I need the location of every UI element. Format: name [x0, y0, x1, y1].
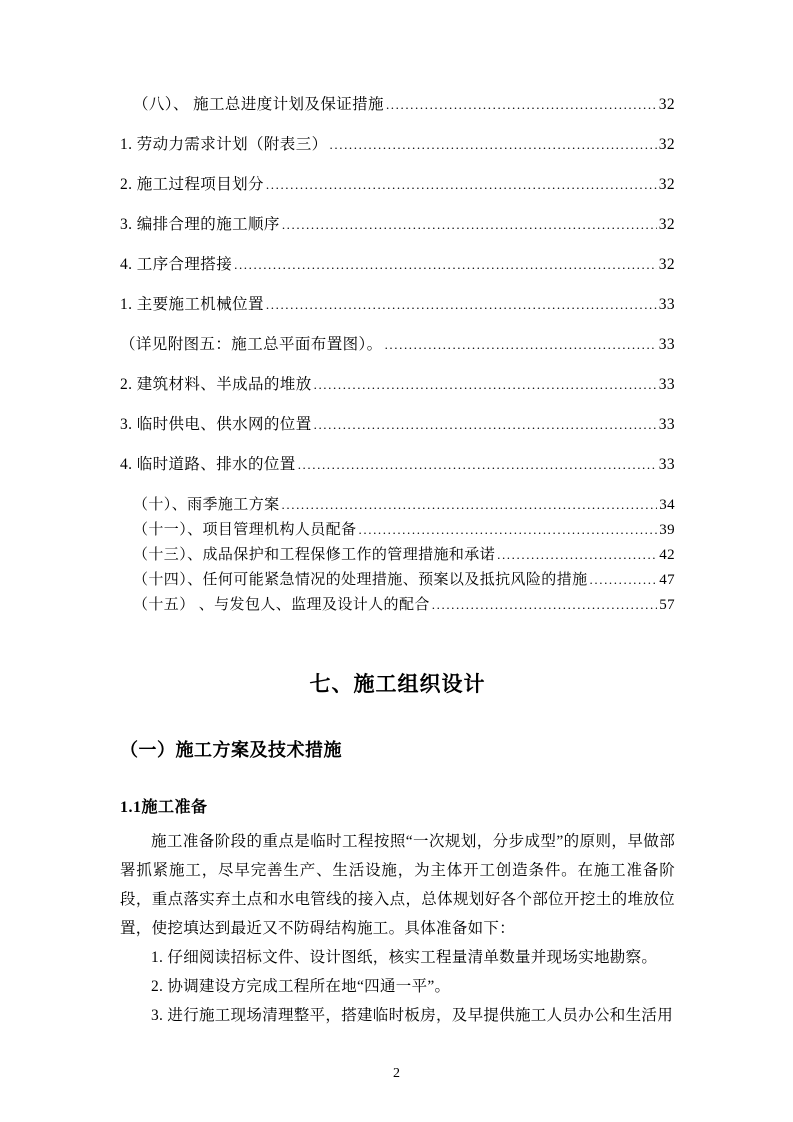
- toc-leader-dots: [234, 254, 657, 275]
- toc-entry: [120, 294, 675, 315]
- toc-leader-dots: [359, 519, 658, 541]
- toc-entry-label: 1. 劳动力需求计划（附表三）: [120, 136, 328, 153]
- toc-leader-dots: [497, 544, 657, 566]
- toc-page-number: 42: [659, 547, 675, 563]
- toc-page-number: 33: [658, 416, 675, 433]
- toc-page-number: 33: [658, 296, 675, 313]
- toc-entry-label: （详见附图五：施工总平面布置图）。: [120, 336, 383, 353]
- toc-entry-label: 2. 施工过程项目划分: [120, 176, 264, 193]
- toc-leader-dots: [590, 569, 658, 591]
- section-heading: （一）施工方案及技术措施: [120, 740, 342, 760]
- table-of-contents: [120, 94, 675, 616]
- toc-entry: [120, 594, 675, 616]
- toc-entry: [120, 134, 675, 155]
- toc-entry: [120, 174, 675, 195]
- toc-entry: [120, 569, 675, 591]
- toc-entry: [120, 374, 675, 395]
- toc-entry: [120, 254, 675, 275]
- page-number: 2: [393, 1066, 400, 1081]
- paragraph: 2. 协调建设方完成工程所在地“四通一平”。: [151, 978, 451, 995]
- toc-entry: [120, 94, 675, 115]
- toc-entry: [120, 334, 675, 355]
- toc-page-number: 32: [658, 96, 675, 113]
- toc-page-number: 32: [658, 136, 675, 153]
- toc-page-number: 39: [659, 522, 675, 538]
- toc-entry: [120, 544, 675, 566]
- chapter-heading: 七、施工组织设计: [309, 673, 486, 696]
- toc-leader-dots: [386, 94, 657, 115]
- toc-leader-dots: [282, 214, 657, 235]
- body-text: [120, 827, 675, 1030]
- toc-leader-dots: [432, 594, 657, 616]
- toc-leader-dots: [266, 294, 657, 315]
- toc-page-number: 32: [658, 176, 675, 193]
- paragraph: 1. 仔细阅读招标文件、设计图纸，核实工程量清单数量并现场实地勘察。: [151, 949, 658, 966]
- toc-entry-label: （十四）、任何可能紧急情况的处理措施、预案以及抵抗风险的措施: [133, 572, 588, 588]
- toc-page-number: 34: [659, 497, 675, 513]
- paragraph: 3. 进行施工现场清理整平，搭建临时板房，及早提供施工人员办公和生活用: [151, 1007, 674, 1024]
- toc-entry-label: （十一）、项目管理机构人员配备: [133, 522, 357, 538]
- toc-entry: [120, 519, 675, 541]
- toc-leader-dots: [330, 134, 657, 155]
- toc-page-number: 33: [658, 336, 675, 353]
- toc-entry-label: 4. 工序合理搭接: [120, 256, 233, 273]
- toc-leader-dots: [298, 454, 657, 475]
- toc-entry-label: 1. 主要施工机械位置: [120, 296, 264, 313]
- toc-leader-dots: [266, 174, 657, 195]
- toc-entry-label: 3. 编排合理的施工顺序: [120, 216, 280, 233]
- toc-leader-dots: [385, 334, 657, 355]
- toc-page-number: 32: [658, 256, 675, 273]
- toc-leader-dots: [282, 494, 658, 516]
- toc-leader-dots: [314, 414, 657, 435]
- toc-entry: [120, 494, 675, 516]
- toc-entry-label: 4. 临时道路、排水的位置: [120, 456, 296, 473]
- clause-heading: 1.1施工准备: [120, 799, 208, 816]
- toc-page-number: 47: [659, 572, 675, 588]
- toc-entry-label: （十三）、成品保护和工程保修工作的管理措施和承诺: [133, 547, 496, 563]
- toc-entry-label: 2. 建筑材料、半成品的堆放: [120, 376, 312, 393]
- toc-leader-dots: [314, 374, 657, 395]
- toc-entry: [120, 454, 675, 475]
- toc-entry-label: 3. 临时供电、供水网的位置: [120, 416, 312, 433]
- toc-page-number: 32: [658, 216, 675, 233]
- toc-page-number: 33: [658, 456, 675, 473]
- paragraph: 施工准备阶段的重点是临时工程按照“一次规划，分步成型”的原则，早做部署抓紧施工，尽早完善生产、生活设施，为主体开工创造条件。在施工准备阶段，重点落实弃土点和水电管线的接入点，总体规划好各个部位开挖土的堆放位置，使挖填达到最近又不防碍结构施工。具体准备如下：: [120, 833, 675, 937]
- toc-page-number: 33: [658, 376, 675, 393]
- toc-entry-label: （十）、雨季施工方案: [133, 497, 280, 513]
- toc-entry: [120, 214, 675, 235]
- toc-entry-label: （八）、 施工总进度计划及保证措施: [133, 96, 384, 113]
- toc-entry-label: （十五） 、与发包人、监理及设计人的配合: [133, 597, 430, 613]
- toc-page-number: 57: [659, 597, 675, 613]
- toc-entry: [120, 414, 675, 435]
